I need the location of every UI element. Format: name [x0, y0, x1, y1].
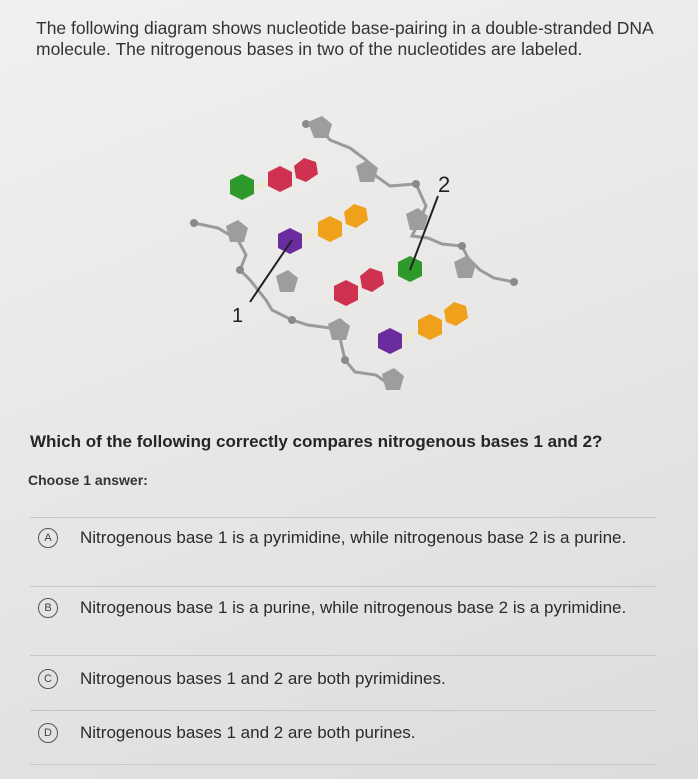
label-1: 1 [232, 305, 244, 327]
question-stem: Which of the following correctly compares nitrogenous bases 1 and 2? [30, 432, 603, 451]
dna-diagram [180, 110, 540, 410]
divider [30, 764, 656, 765]
orange-base-bottom-b [444, 302, 468, 326]
nitrogenous-bases [230, 158, 468, 354]
red-base-top-a [268, 166, 292, 192]
choice-a-badge[interactable]: A [38, 528, 58, 548]
orange-base-bottom-a [418, 314, 442, 340]
sugar-groups [226, 116, 476, 390]
divider [30, 710, 656, 711]
label-1-pointer [250, 240, 292, 302]
purple-base-bottom [378, 328, 402, 354]
choice-c[interactable] [38, 668, 658, 689]
label-2: 2 [438, 172, 451, 197]
choice-c-text[interactable]: Nitrogenous bases 1 and 2 are both pyrimidines. [80, 669, 446, 688]
red-base-mid-b [360, 268, 384, 292]
choose-instruction: Choose 1 answer: [28, 472, 148, 488]
choice-b-badge[interactable]: B [38, 598, 58, 618]
orange-base-top-b [344, 204, 368, 228]
choice-b-text[interactable]: Nitrogenous base 1 is a purine, while nitrogenous base 2 is a pyrimidine. [80, 598, 627, 617]
choice-d-text[interactable]: Nitrogenous bases 1 and 2 are both purines. [80, 723, 416, 742]
divider [30, 586, 656, 587]
choice-d-badge[interactable]: D [38, 723, 58, 743]
purple-base-1 [278, 228, 302, 254]
green-base-top [230, 174, 254, 200]
choice-c-badge[interactable]: C [38, 669, 58, 689]
choice-d[interactable] [38, 722, 658, 743]
orange-base-top-a [318, 216, 342, 242]
red-base-mid-a [334, 280, 358, 306]
question-prompt: The following diagram shows nucleotide base-pairing in a double-stranded DNA molecule. The nitrogenous bases in two of the nucleotides are labeled. [36, 18, 653, 59]
red-base-top-b [294, 158, 318, 182]
divider [30, 517, 656, 518]
choice-a-text[interactable]: Nitrogenous base 1 is a pyrimidine, while nitrogenous base 2 is a purine. [80, 528, 627, 547]
choice-b[interactable] [38, 597, 658, 618]
divider [30, 655, 656, 656]
choice-a[interactable] [38, 527, 658, 548]
